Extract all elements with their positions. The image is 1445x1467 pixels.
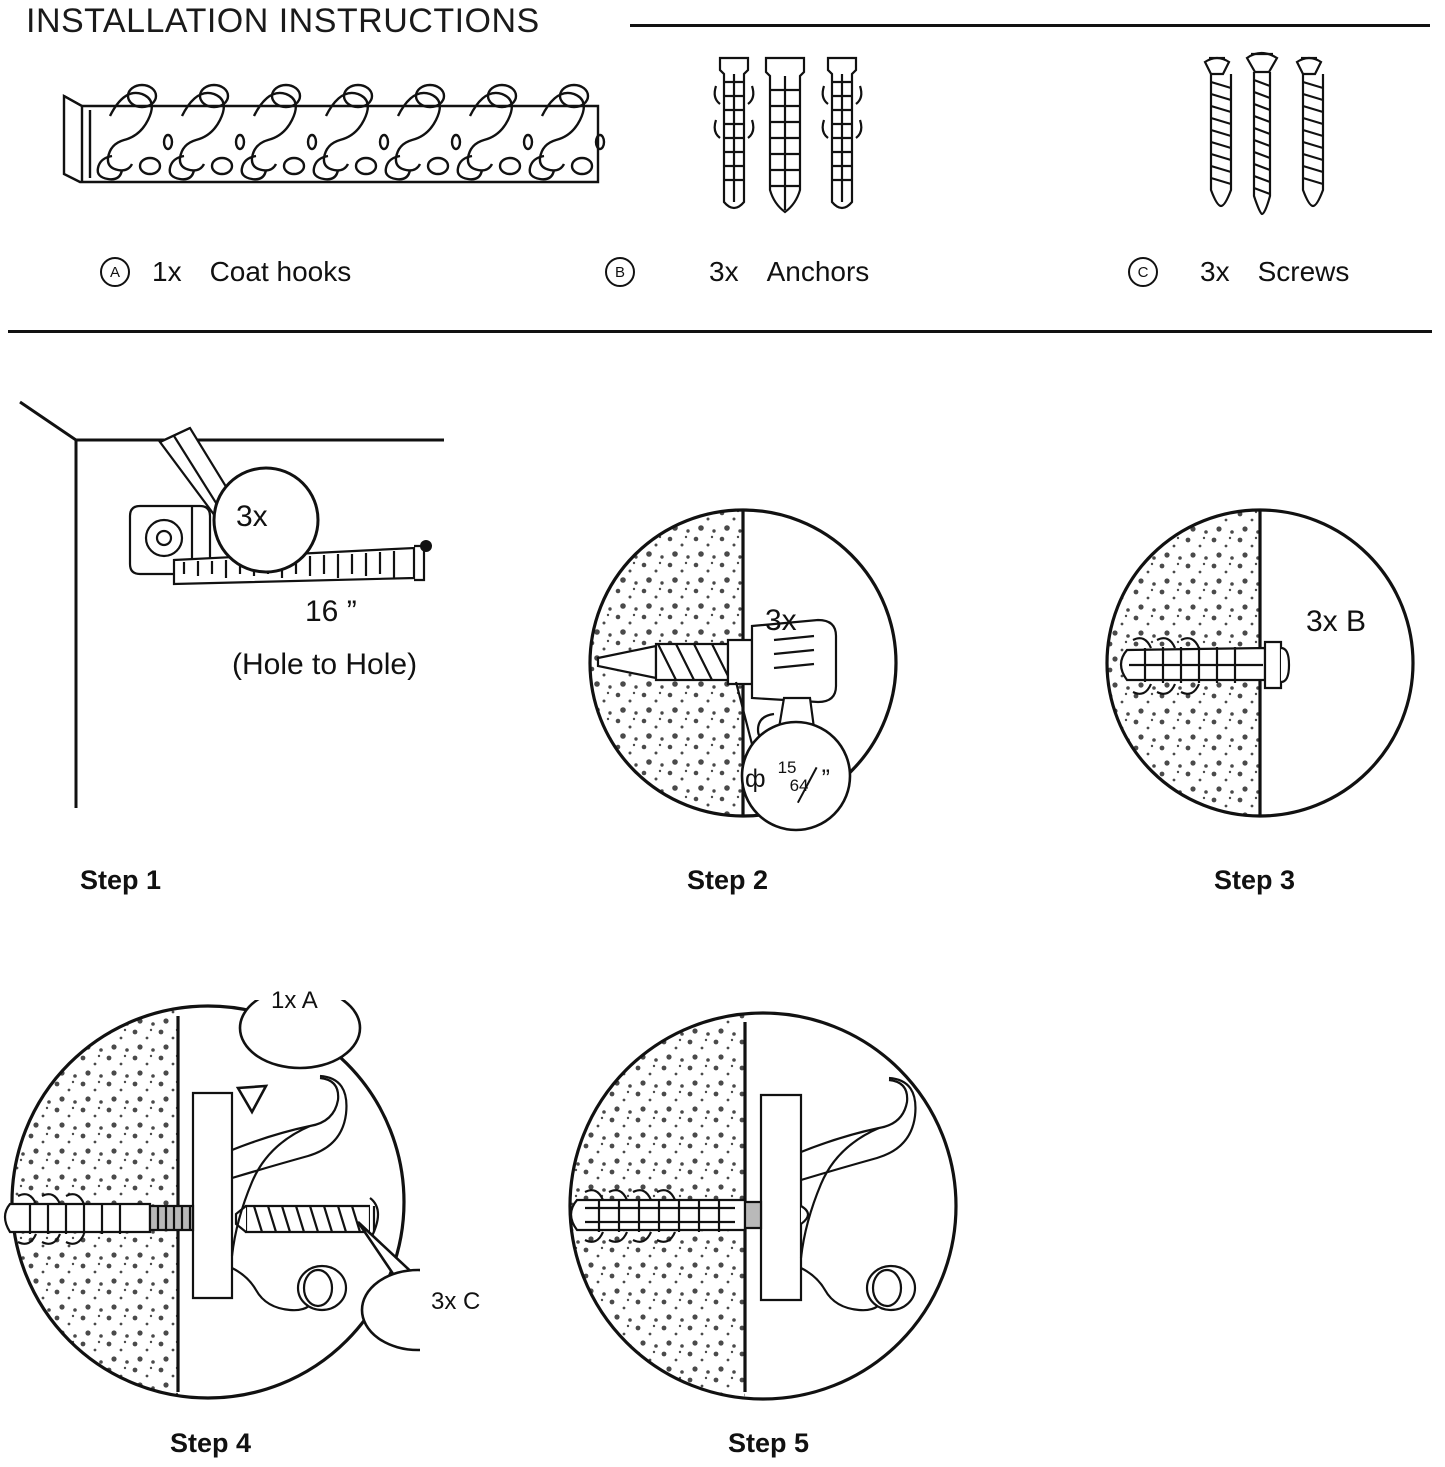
part-label-a xyxy=(100,256,351,288)
diameter-symbol-icon: ф xyxy=(745,764,766,793)
step-2-bit-numerator: 15 xyxy=(777,758,797,777)
step-1-illustration xyxy=(14,388,484,828)
step-5-illustration xyxy=(555,1010,975,1410)
part-badge-a: A xyxy=(100,257,130,287)
step-5-caption: Step 5 xyxy=(728,1428,810,1458)
step-2-bit-size xyxy=(745,760,830,798)
step-4-screw-label: 3x C xyxy=(431,1288,481,1315)
part-badge-c: C xyxy=(1128,257,1158,287)
title-divider xyxy=(630,24,1430,27)
screw-icon xyxy=(1195,48,1335,224)
step-3-caption: Step 3 xyxy=(1214,865,1296,895)
step-4-illustration xyxy=(0,1000,420,1400)
step-4-rail-label: 1x A xyxy=(271,987,318,1014)
step-1-measure-note: (Hole to Hole) xyxy=(232,648,418,681)
wall-anchor-icon xyxy=(700,48,870,224)
part-qty-a: 1x xyxy=(152,256,182,287)
step-1-caption: Step 1 xyxy=(80,865,162,895)
step-4-caption: Step 4 xyxy=(170,1428,252,1458)
step-2-caption: Step 2 xyxy=(687,865,769,895)
step-2-bit-denominator: 64 xyxy=(789,776,809,795)
part-label-b xyxy=(605,256,869,288)
step-1-measure: 16 ” xyxy=(305,595,357,628)
step-2-bit-unit: ” xyxy=(821,764,830,793)
parts-section-divider xyxy=(8,330,1432,333)
part-qty-b: 3x xyxy=(709,256,739,287)
part-badge-b: B xyxy=(605,257,635,287)
step-2-drill-count: 3x xyxy=(765,604,797,637)
part-name-b: Anchors xyxy=(766,256,870,287)
part-qty-c: 3x xyxy=(1200,256,1230,287)
part-name-a: Coat hooks xyxy=(209,256,352,287)
step-3-anchor-label: 3x B xyxy=(1306,605,1367,638)
part-name-c: Screws xyxy=(1257,256,1350,287)
step-3-illustration xyxy=(1105,508,1425,838)
coat-hook-rail-icon xyxy=(50,70,610,190)
page-title: INSTALLATION INSTRUCTIONS xyxy=(26,2,540,40)
mark-dot-right xyxy=(420,540,432,552)
part-label-c xyxy=(1128,256,1349,288)
step-1-marks-count: 3x xyxy=(236,500,268,533)
